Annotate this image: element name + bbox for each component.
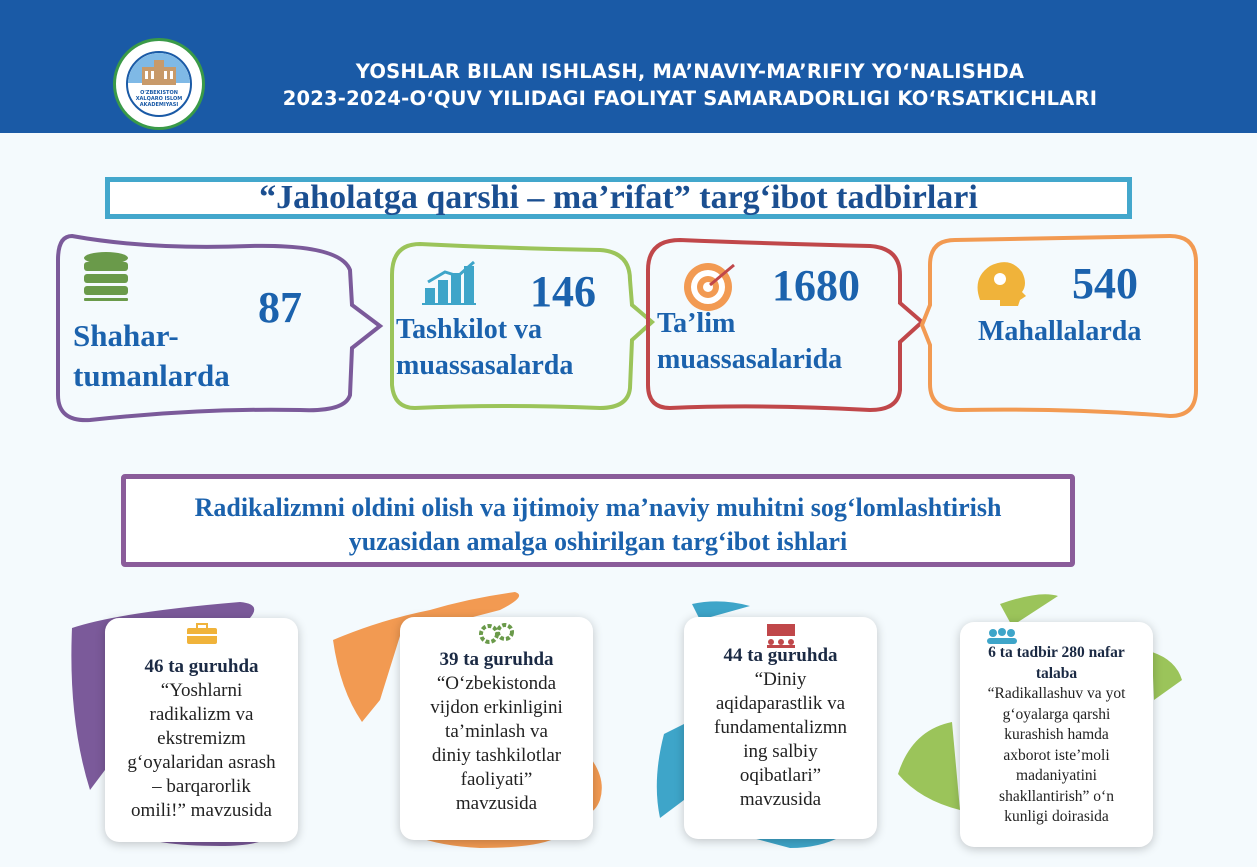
card-1-title: 46 ta guruhda [144,656,259,677]
stat-value-1: 87 [258,283,302,332]
card-4-title-2: talaba [1035,664,1078,682]
logo-text: O'ZBEKISTON XALQARO ISLOM AKADEMIYASI [135,90,183,108]
card-4-line: axborot iste’moli [1003,746,1110,764]
card-4-title: 6 ta tadbir 280 nafar [988,644,1125,661]
card-2-line: ta’minlash va [445,721,548,742]
stat-label-2-line2: muassasalarda [396,350,574,381]
card-2-line: faoliyati” [460,769,533,790]
stat-label-1-line1: Shahar- [73,318,179,353]
stat-label-4-line1: Mahallalarda [978,316,1142,347]
card-2-line: “O‘zbekistonda [436,673,557,694]
card-1-line: ekstremizm [157,728,246,749]
card-3-line: ing salbiy [743,741,818,762]
card-1-line: radikalizm va [149,704,254,725]
card-3-line: mavzusida [739,789,822,810]
stat-value-3: 1680 [772,261,860,310]
card-3-line: aqidaparastlik va [715,693,846,714]
card-1-line: “Yoshlarni [160,680,243,701]
stat-value-4: 540 [1072,259,1138,308]
section1-banner: “Jaholatga qarshi – ma’rifat” targ‘ibot tadbirlari [105,177,1132,219]
card-3-line: “Diniy [754,669,807,690]
card-1-line: – barqarorlik [152,776,251,797]
card-2-line: vijdon erkinligini [430,697,563,718]
section2-title-line2: yuzasidan amalga oshirilgan targ‘ibot ishlari [348,527,848,556]
stat-label-2-line1: Tashkilot va [396,314,543,345]
section2-title-line1: Radikalizmni oldini olish va ijtimoiy ma’naviy muhitni sog‘lomlashtirish [194,493,1002,522]
card-4-line: g‘oyalarga qarshi [1002,705,1111,723]
card-3-title: 44 ta guruhda [723,645,838,666]
card-2 [400,617,593,840]
card-1 [105,618,298,842]
card-1-line: omili!” mavzusida [131,800,272,821]
card-4-line: kurashish hamda [1004,726,1109,743]
title-line-1: YOSHLAR BILAN ISHLASH, MA’NAVIY-MA’RIFIY YO‘NALISHDA [355,60,1025,83]
gears-icon [477,622,517,644]
card-4 [960,622,1153,847]
card-1-line: g‘oyalaridan asrash [127,752,276,773]
card-2-title: 39 ta guruhda [439,649,554,670]
card-3 [684,617,877,839]
card-4-line: “Radikallashuv va yot [987,685,1126,702]
stat-value-2: 146 [530,267,596,316]
briefcase-icon [185,623,219,645]
card-2-line: diniy tashkilotlar [431,745,562,766]
card-3-line: oqibatlari” [739,765,822,786]
card-4-line: kunligi doirasida [1004,808,1109,825]
card-4-line: shakllantirish” o‘n [999,787,1114,805]
card-3-line: fundamentalizmn [714,717,847,738]
title-line-2: 2023-2024-O‘QUV YILIDAGI FAOLIYAT SAMARADORLIGI KO‘RSATKICHLARI [282,87,1098,110]
card-2-line: mavzusida [455,793,538,814]
stat-label-3-line1: Ta’lim [657,308,736,339]
stat-label-3-line2: muassasalarida [657,344,843,375]
card-4-line: madaniyatini [1016,767,1097,784]
stat-label-1-line2: tumanlarda [73,358,230,393]
